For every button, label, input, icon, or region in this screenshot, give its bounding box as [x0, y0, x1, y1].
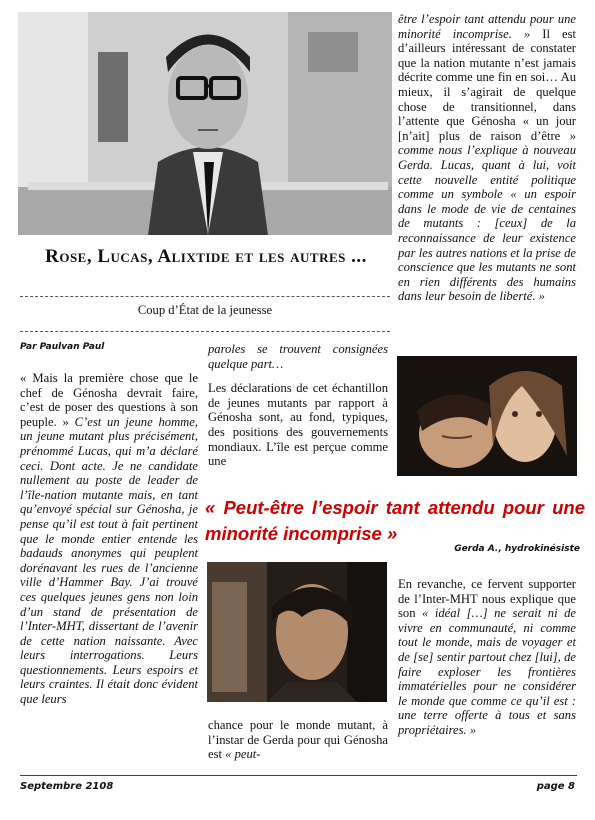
middle-text-2: Les déclarations de cet échantillon de jeunes mutants par rapport à Génosha sont, au fond, typiques, des positions des gouvernements mondiaux. L’île est perçue comme une	[208, 381, 388, 469]
photo-women-illustration	[397, 356, 577, 476]
right-bottom-text-2: « idéal […] ne serait ni de vivre en communauté, ni comme tout le monde, mais de voyager et de [se] sentir partout chez [lui], de faire exploser les frontières immatérielles pour ne considérer le monde que comme ce qu’il est : une terre offerte à tous et sans propriétaires. »	[398, 606, 577, 737]
photo-man-illustration	[18, 12, 392, 235]
right-text-5: « un espoir dans le mode de vie de centaines de mutants : [ceux] de la reconnaissance de leur existence par les autres nations et la prise de conscience que les mutants ne sont en rien différents des humains dans leur besoin de liberté. »	[398, 187, 576, 304]
right-text-2: Il est d’ailleurs intéressant de constater que la nation mutante n’est jamais décrite comme une fin en soi… Au mieux, il s’agirait de quelque chose de transitionnel, dans l’attente que Génosha	[398, 26, 576, 129]
column-left	[20, 371, 198, 707]
column-middle-bottom	[208, 718, 388, 762]
middle-bottom-text-1: chance pour le monde mutant, à l’instar de Gerda pour qui Génosha est	[208, 718, 388, 762]
column-middle-top	[208, 342, 388, 469]
left-text-1: « Mais la première chose que le chef de Génosha devrait faire, c’est de poser des questions à son peuple. »	[20, 371, 198, 429]
article-subtitle: Coup d’État de la jeunesse	[137, 303, 273, 317]
right-text-1: être l’espoir tant attendu pour une minorité incomprise. »	[398, 12, 576, 41]
footer-rule	[20, 775, 577, 776]
photo-young-man	[207, 562, 387, 702]
title-rule-bottom	[20, 331, 390, 332]
pull-quote-credit: Gerda A., hydrokinésiste	[454, 544, 580, 554]
photo-young-man-illustration	[207, 562, 387, 702]
left-text-2: C’est un jeune homme, un jeune mutant plus précisément, prénommé Lucas, qui m’a déclaré ceci. Dont acte. Je ne candidate nullement au poste de leader de l’île-nation mutante mais, en tant qu’envoyé spécial sur Génosha, je pense qu’il est tout à fait pertinent que le monde entier entende les badauds anonymes qui peuplent dorénavant les rues de l’ancienne ville d’Hammer Bay. J’ai trouvé ces quelques jeunes gens non loin d’un stand de présentation de l’Inter-MHT, dissertant de l’avenir de cette nation naissante. Avec leurs interrogations. Leurs questionnements. Leurs espoirs et leurs craintes. Il était donc évident que leurs	[20, 414, 199, 707]
pull-quote: « Peut-être l’espoir tant attendu pour une minorité incomprise »	[205, 497, 585, 544]
title-rule-top	[20, 296, 390, 297]
right-text-4: comme nous l’explique à nouveau Gerda. Lucas, quant à lui, voit cette nouvelle entité politique comme un symbole	[398, 143, 576, 202]
photo-two-women	[397, 356, 577, 476]
footer-date: Septembre 2108	[20, 781, 114, 792]
column-right-bottom	[398, 577, 576, 738]
right-bottom-text-1: En revanche, ce fervent supporter de l’Inter-MHT nous explique que son	[398, 577, 576, 621]
footer-page-number: page 8	[536, 781, 575, 792]
column-right-top	[398, 12, 576, 304]
right-text-3: « un jour [n’ait] plus de raison d’être »	[398, 114, 577, 143]
middle-text-1: paroles se trouvent consignées quelque part…	[208, 342, 388, 371]
middle-bottom-text-2: « peut-	[225, 747, 261, 762]
article-title: Rose, Lucas, Alixtide et les autres ...	[45, 246, 367, 267]
photo-man-with-glasses	[18, 12, 392, 235]
byline: Par Paulvan Paul	[20, 342, 105, 352]
